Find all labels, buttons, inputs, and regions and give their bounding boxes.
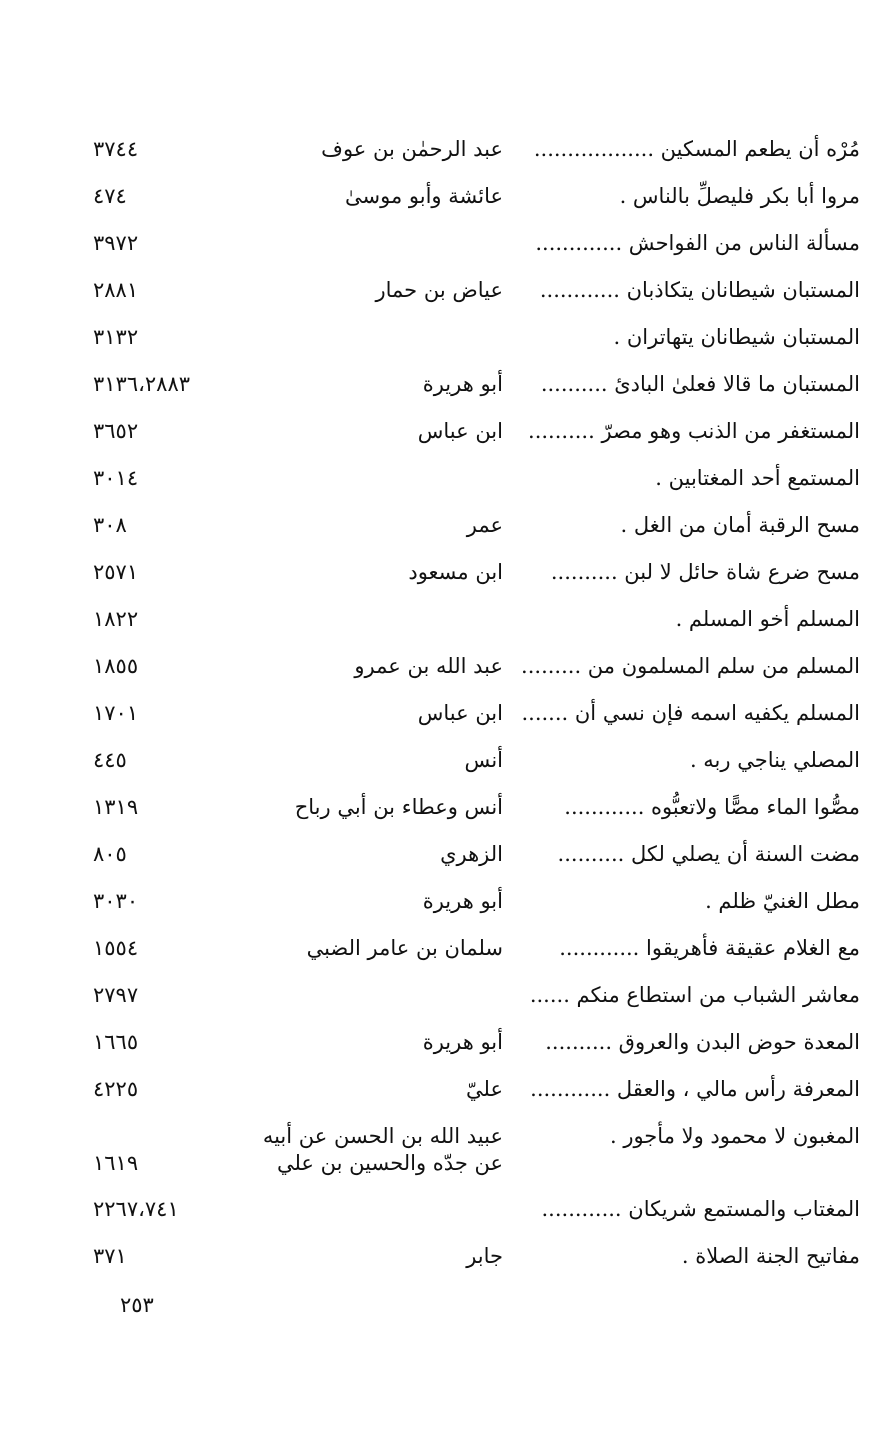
page-number: ٢٥٣ bbox=[120, 1293, 154, 1317]
narrator-line: أبو هريرة bbox=[422, 1030, 503, 1054]
narrator-name bbox=[467, 512, 503, 539]
index-row bbox=[60, 128, 860, 175]
hadith-number: ٨٠٥ bbox=[93, 842, 127, 866]
index-row bbox=[60, 1068, 860, 1115]
hadith-number: ٣٠٨ bbox=[93, 513, 127, 537]
index-row bbox=[60, 692, 860, 739]
hadith-phrase: المستبان ما قالا فعلىٰ البادئ .......... bbox=[540, 372, 860, 396]
narrator-line: ابن عباس bbox=[417, 701, 503, 725]
hadith-phrase: معاشر الشباب من استطاع منكم ...... bbox=[529, 983, 860, 1007]
hadith-number: ١٣١٩ bbox=[93, 795, 139, 819]
hadith-number: ٤٧٤ bbox=[93, 184, 127, 208]
hadith-number: ١٦١٩ bbox=[93, 1151, 139, 1175]
hadith-phrase: مسألة الناس من الفواحش ............. bbox=[535, 231, 860, 255]
hadith-phrase: مفاتيح الجنة الصلاة . bbox=[681, 1244, 860, 1268]
hadith-phrase: مطل الغنيّ ظلم . bbox=[705, 889, 860, 913]
index-row bbox=[60, 1188, 860, 1235]
index-row bbox=[60, 786, 860, 833]
index-row bbox=[60, 269, 860, 316]
hadith-phrase: المغبون لا محمود ولا مأجور . bbox=[609, 1124, 860, 1148]
index-row bbox=[60, 739, 860, 786]
hadith-number: ٤٤٥ bbox=[93, 748, 127, 772]
narrator-line: عائشة وأبو موسىٰ bbox=[345, 184, 503, 208]
narrator-line: عبد الرحمٰن بن عوف bbox=[321, 137, 503, 161]
narrator-name bbox=[423, 1029, 503, 1056]
narrator-name bbox=[466, 1076, 503, 1103]
narrator-name bbox=[465, 747, 503, 774]
hadith-number: ٣٦٥٢ bbox=[93, 419, 139, 443]
hadith-phrase: مع الغلام عقيقة فأهريقوا ............ bbox=[559, 936, 860, 960]
narrator-line: جابر bbox=[466, 1244, 503, 1268]
hadith-phrase: المستغفر من الذنب وهو مصرّ .......... bbox=[528, 419, 860, 443]
narrator-name bbox=[423, 888, 503, 915]
hadith-number: ١٥٥٤ bbox=[93, 936, 139, 960]
hadith-number: ١٨٢٢ bbox=[93, 607, 139, 631]
narrator-name bbox=[408, 559, 503, 586]
hadith-phrase: المعدة حوض البدن والعروق .......... bbox=[545, 1030, 860, 1054]
narrator-line: أنس bbox=[464, 748, 503, 772]
narrator-name bbox=[321, 136, 503, 163]
hadith-phrase: مروا أبا بكر فليصلِّ بالناس . bbox=[619, 184, 860, 208]
narrator-line: ابن عباس bbox=[417, 419, 503, 443]
hadith-number: ١٧٠١ bbox=[93, 701, 139, 725]
narrator-name bbox=[440, 841, 503, 868]
narrator-line: عبد الله بن عمرو bbox=[354, 654, 503, 678]
hadith-index-table bbox=[60, 128, 860, 1282]
hadith-phrase: المستبان شيطانان يتهاتران . bbox=[613, 325, 860, 349]
narrator-line: سلمان بن عامر الضبي bbox=[306, 936, 503, 960]
index-row bbox=[60, 410, 860, 457]
hadith-number: ٢٥٧١ bbox=[93, 560, 139, 584]
narrator-line: عمر bbox=[466, 513, 503, 537]
narrator-name bbox=[307, 935, 503, 962]
index-row bbox=[60, 1115, 860, 1188]
hadith-number: ٤٢٢٥ bbox=[93, 1077, 139, 1101]
narrator-name bbox=[263, 1123, 503, 1177]
hadith-phrase: المصلي يناجي ربه . bbox=[689, 748, 860, 772]
narrator-line: ابن مسعود bbox=[408, 560, 503, 584]
hadith-phrase: المسلم يكفيه اسمه فإن نسي أن ....... bbox=[521, 701, 860, 725]
index-row bbox=[60, 833, 860, 880]
hadith-number: ٣٧١ bbox=[93, 1244, 127, 1268]
hadith-number: ١٦٦٥ bbox=[93, 1030, 139, 1054]
index-row bbox=[60, 880, 860, 927]
hadith-phrase: مصُّوا الماء مصًّا ولاتعبُّوه ............ bbox=[564, 795, 860, 819]
narrator-line: أبو هريرة bbox=[422, 372, 503, 396]
hadith-number: ٣٠١٤ bbox=[93, 466, 139, 490]
index-row bbox=[60, 316, 860, 363]
hadith-number: ٢٢٦٧،٧٤١ bbox=[93, 1197, 179, 1221]
hadith-number: ١٨٥٥ bbox=[93, 654, 139, 678]
index-row bbox=[60, 1235, 860, 1282]
narrator-line: أنس وعطاء بن أبي رباح bbox=[294, 795, 503, 819]
hadith-phrase: مضت السنة أن يصلي لكل .......... bbox=[557, 842, 860, 866]
narrator-name bbox=[423, 371, 503, 398]
hadith-phrase: المسلم من سلم المسلمون من ......... bbox=[521, 654, 860, 678]
hadith-number: ٣٧٤٤ bbox=[93, 137, 139, 161]
narrator-name bbox=[345, 183, 503, 210]
hadith-phrase: المستمع أحد المغتابين . bbox=[655, 466, 860, 490]
hadith-phrase: المستبان شيطانان يتكاذبان ............ bbox=[539, 278, 860, 302]
hadith-phrase: مسح ضرع شاة حائل لا لبن .......... bbox=[550, 560, 860, 584]
hadith-number: ٣٠٣٠ bbox=[93, 889, 139, 913]
index-row bbox=[60, 175, 860, 222]
narrator-line: أبو هريرة bbox=[422, 889, 503, 913]
narrator-line: الزهري bbox=[440, 842, 503, 866]
hadith-phrase: مُرْه أن يطعم المسكين .................. bbox=[533, 137, 860, 161]
narrator-name bbox=[376, 277, 504, 304]
hadith-number: ٣١٣٦،٢٨٨٣ bbox=[93, 372, 191, 396]
hadith-phrase: مسح الرقبة أمان من الغل . bbox=[620, 513, 860, 537]
hadith-number: ٢٧٩٧ bbox=[93, 983, 139, 1007]
index-row bbox=[60, 551, 860, 598]
index-row bbox=[60, 222, 860, 269]
hadith-number: ٣٩٧٢ bbox=[93, 231, 139, 255]
narrator-name bbox=[466, 1243, 503, 1270]
narrator-name bbox=[295, 794, 503, 821]
hadith-number: ٢٨٨١ bbox=[93, 278, 139, 302]
narrator-name bbox=[354, 653, 503, 680]
narrator-name bbox=[418, 700, 503, 727]
index-row bbox=[60, 974, 860, 1021]
index-row bbox=[60, 504, 860, 551]
index-row bbox=[60, 645, 860, 692]
narrator-line: عليّ bbox=[466, 1077, 503, 1101]
narrator-line: عياض بن حمار bbox=[375, 278, 503, 302]
index-row bbox=[60, 457, 860, 504]
hadith-phrase: المعرفة رأس مالي ، والعقل ............ bbox=[530, 1077, 860, 1101]
index-row bbox=[60, 363, 860, 410]
index-row bbox=[60, 598, 860, 645]
narrator-line: عبيد الله بن الحسن عن أبيه bbox=[262, 1124, 503, 1148]
narrator-name bbox=[418, 418, 503, 445]
hadith-phrase: المغتاب والمستمع شريكان ............ bbox=[541, 1197, 860, 1221]
hadith-phrase: المسلم أخو المسلم . bbox=[675, 607, 860, 631]
index-row bbox=[60, 1021, 860, 1068]
narrator-line: عن جدّه والحسين بن علي bbox=[276, 1151, 503, 1175]
hadith-number: ٣١٣٢ bbox=[93, 325, 139, 349]
index-row bbox=[60, 927, 860, 974]
